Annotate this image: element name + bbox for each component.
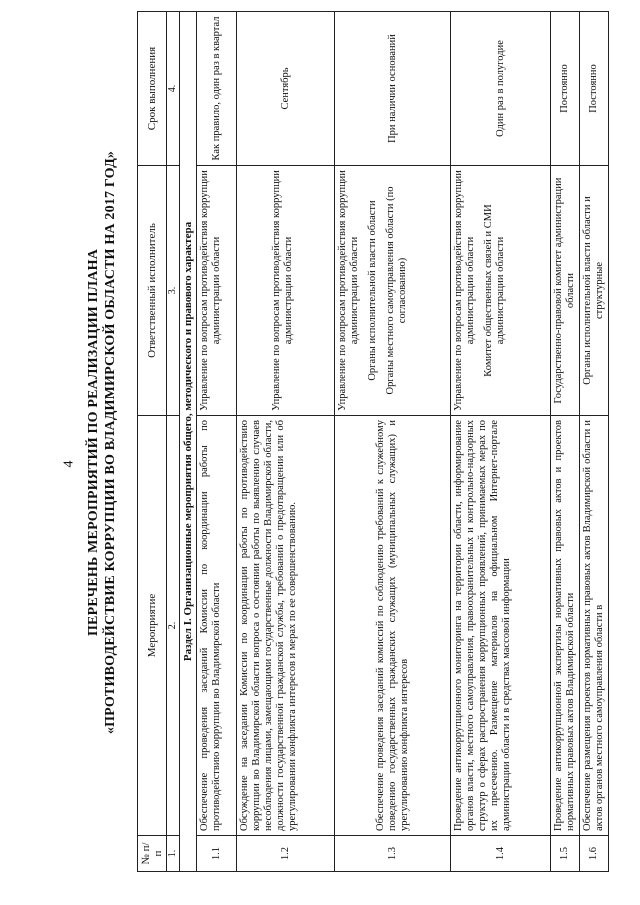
responsible-item: Комитет общественных связей и СМИ администрации области bbox=[483, 204, 506, 377]
responsible-item: Управление по вопросам противодействия коррупции администрации области bbox=[453, 170, 476, 411]
responsible-item: Органы исполнительной власти области и структурные bbox=[582, 196, 605, 385]
row-activity: Обсуждение на заседании Комиссии по координации работы по противодействию коррупции во Владимирской области вопроса о состоянии работы по выявлению случаев несоблюдения лицами, замещающими государственные должности Владимирской области, должности государственной гражданской службы, требований о предотвращении или об урегулировании конфликта интересов и мерах по ее совершенствованию. bbox=[237, 416, 335, 836]
row-number: 1.2 bbox=[237, 836, 335, 872]
row-responsible bbox=[335, 166, 451, 416]
header-number: № п/п bbox=[138, 836, 167, 872]
column-number: 3. bbox=[167, 166, 180, 416]
row-term: Постоянно bbox=[580, 12, 609, 166]
row-responsible bbox=[580, 166, 609, 416]
row-number: 1.6 bbox=[580, 836, 609, 872]
row-term: Сентябрь bbox=[237, 12, 335, 166]
row-responsible bbox=[197, 166, 237, 416]
row-number: 1.4 bbox=[451, 836, 551, 872]
header-responsible: Ответственный исполнитель bbox=[138, 166, 167, 416]
row-number: 1.1 bbox=[197, 836, 237, 872]
table-row bbox=[580, 12, 609, 872]
row-activity: Обеспечение проведения заседаний Комиссии по координации работы по противодействию коррупции во Владимирской области bbox=[197, 416, 237, 836]
row-number: 1.5 bbox=[551, 836, 580, 872]
column-number: 2. bbox=[167, 416, 180, 836]
document-title bbox=[85, 5, 133, 880]
row-responsible bbox=[451, 166, 551, 416]
row-activity: Проведение антикоррупционной экспертизы нормативных правовых актов и проектов нормативных правовых актов Владимирской области bbox=[551, 416, 580, 836]
table-row bbox=[451, 12, 551, 872]
row-responsible bbox=[551, 166, 580, 416]
header-activity: Мероприятие bbox=[138, 416, 167, 836]
column-number-row bbox=[167, 12, 180, 872]
title-line-2: «ПРОТИВОДЕЙСТВИЕ КОРРУПЦИИ ВО ВЛАДИМИРСКОЙ ОБЛАСТИ НА 2017 ГОД» bbox=[103, 150, 118, 735]
table-row bbox=[197, 12, 237, 872]
row-term: При наличии оснований bbox=[335, 12, 451, 166]
responsible-item: Управление по вопросам противодействия коррупции администрации области bbox=[337, 170, 360, 411]
section-row bbox=[180, 12, 197, 872]
row-number: 1.3 bbox=[335, 836, 451, 872]
page-number: 4 bbox=[61, 460, 77, 468]
responsible-item: Управление по вопросам противодействия коррупции администрации области bbox=[270, 170, 294, 411]
responsible-item: Органы местного самоуправления области (по согласованию) bbox=[385, 186, 408, 395]
measures-table bbox=[137, 11, 609, 872]
row-term: Постоянно bbox=[551, 12, 580, 166]
row-term: Как правило, один раз в квартал bbox=[197, 12, 237, 166]
table-row bbox=[237, 12, 335, 872]
header-term: Срок выполнения bbox=[138, 12, 167, 166]
section-title: Раздел I. Организационные мероприятия общего, методического и правового характера bbox=[180, 12, 197, 872]
title-line-1: ПЕРЕЧЕНЬ МЕРОПРИЯТИЙ ПО РЕАЛИЗАЦИИ ПЛАНА bbox=[86, 248, 101, 637]
table-row bbox=[335, 12, 451, 872]
column-number: 1. bbox=[167, 836, 180, 872]
column-number: 4. bbox=[167, 12, 180, 166]
row-activity: Обеспечение размещения проектов нормативных правовых актов Владимирской области и актов органов местного самоуправления области в bbox=[580, 416, 609, 836]
table-header-row bbox=[138, 12, 167, 872]
responsible-item: Государственно-правовой комитет администрации области bbox=[553, 177, 576, 404]
responsible-item: Управление по вопросам противодействия коррупции администрации области bbox=[199, 170, 222, 411]
table-row bbox=[551, 12, 580, 872]
row-responsible bbox=[237, 166, 335, 416]
responsible-item: Органы исполнительной власти области bbox=[367, 200, 378, 381]
document-sheet bbox=[85, 5, 605, 880]
row-activity: Обеспечение проведения заседаний комиссий по соблюдению требований к служебному поведению государственных гражданских служащих (муниципальных служащих) и урегулированию конфликта интересов bbox=[335, 416, 451, 836]
row-activity: Проведение антикоррупционного мониторинга на территории области, информирование органов власти, местного самоуправления, правоохранительных и контрольно-надзорных структур о сферах распространения коррупционных проявлений, принимаемых мерах по их пресечению. Размещение материалов на официальном Интернет-портале администрации области и в средствах массовой информации bbox=[451, 416, 551, 836]
row-term: Один раз в полугодие bbox=[451, 12, 551, 166]
